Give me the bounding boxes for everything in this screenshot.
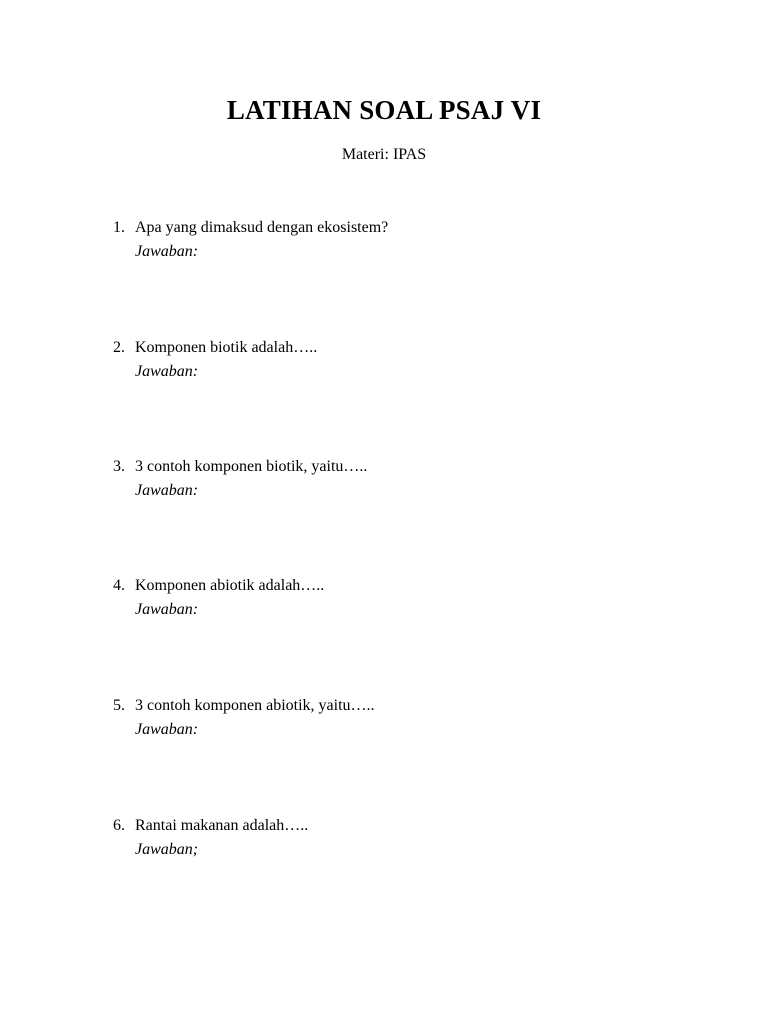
question-item xyxy=(113,455,673,503)
question-item xyxy=(113,814,673,862)
question-line xyxy=(113,694,673,718)
question-line xyxy=(113,336,673,360)
answer-label: Jawaban: xyxy=(135,363,199,380)
question-text: Komponen abiotik adalah….. xyxy=(135,577,325,594)
answer-label: Jawaban: xyxy=(135,721,199,738)
question-item xyxy=(113,694,673,742)
question-line xyxy=(113,814,673,838)
question-text: 3 contoh komponen biotik, yaitu….. xyxy=(135,458,368,475)
page-title: LATIHAN SOAL PSAJ VI xyxy=(226,95,542,125)
question-number: 2. xyxy=(113,339,125,356)
question-number: 4. xyxy=(113,577,125,594)
question-text: 3 contoh komponen abiotik, yaitu….. xyxy=(135,697,375,714)
question-item xyxy=(113,216,673,264)
answer-label: Jawaban: xyxy=(135,601,199,618)
answer-label: Jawaban: xyxy=(135,482,199,499)
question-number: 3. xyxy=(113,458,125,475)
answer-label: Jawaban; xyxy=(135,841,199,858)
question-number: 1. xyxy=(113,219,125,236)
question-text: Komponen biotik adalah….. xyxy=(135,339,318,356)
question-text: Apa yang dimaksud dengan ekosistem? xyxy=(135,219,389,236)
question-line xyxy=(113,574,673,598)
question-number: 6. xyxy=(113,817,125,834)
answer-label: Jawaban: xyxy=(135,243,199,260)
question-item xyxy=(113,574,673,622)
question-line xyxy=(113,216,673,240)
question-line xyxy=(113,455,673,479)
question-item xyxy=(113,336,673,384)
question-text: Rantai makanan adalah….. xyxy=(135,817,309,834)
subject-subtitle: Materi: IPAS xyxy=(341,146,427,163)
question-number: 5. xyxy=(113,697,125,714)
